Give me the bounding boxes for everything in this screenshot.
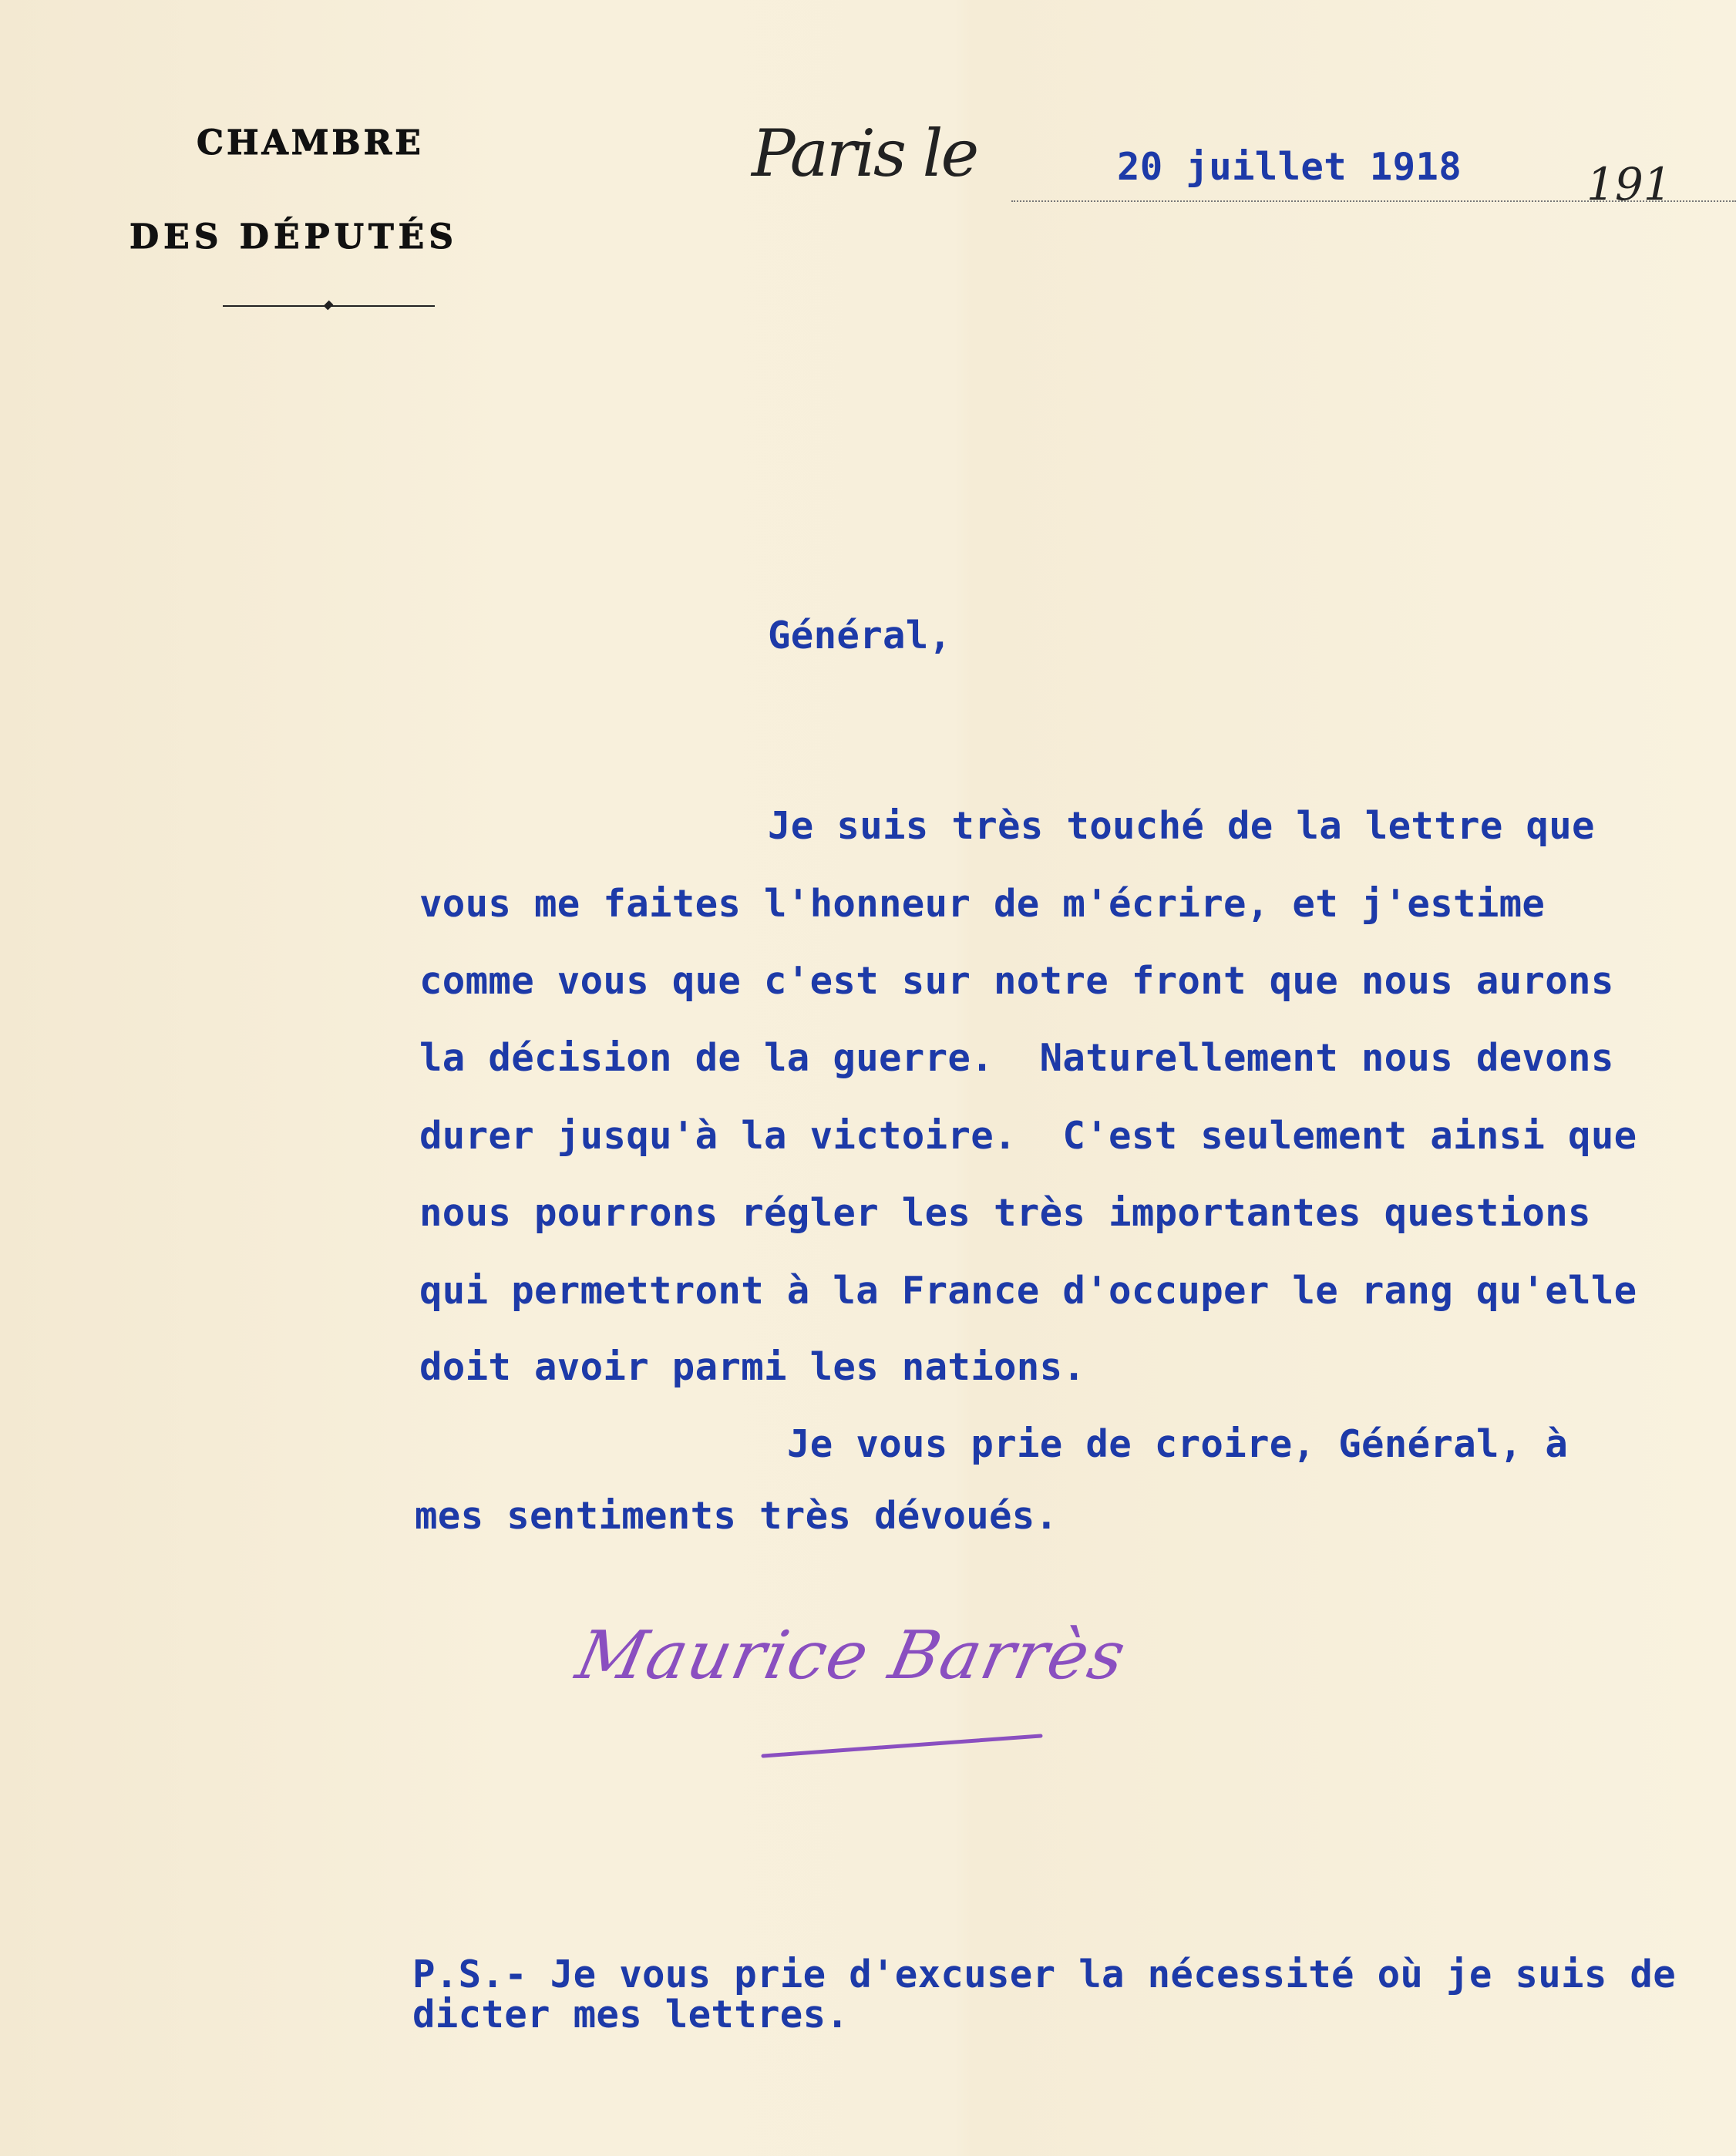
postscript-line: dicter mes lettres. xyxy=(412,1993,849,2037)
body-line: Je suis très touché de la lettre que xyxy=(768,804,1595,848)
body-line: nous pourrons régler les très importantes questions xyxy=(419,1191,1591,1235)
dateline-year-prefix: 191 xyxy=(1586,158,1672,210)
body-line: durer jusqu'à la victoire. C'est seulement ainsi que xyxy=(419,1114,1637,1158)
letterhead-rule-ornament xyxy=(324,301,334,311)
body-line: comme vous que c'est sur notre front que nous aurons xyxy=(419,959,1614,1003)
body-line: qui permettront à la France d'occuper le rang qu'elle xyxy=(419,1269,1637,1313)
handwritten-signature: Maurice Barrès xyxy=(570,1617,1134,1694)
letterhead-chambre: CHAMBRE xyxy=(197,123,424,163)
postscript-line: P.S.- Je vous prie d'excuser la nécessité où je suis de xyxy=(412,1953,1677,1996)
body-line: doit avoir parmi les nations. xyxy=(419,1345,1086,1389)
body-line: la décision de la guerre. Naturellement nous devons xyxy=(419,1036,1614,1080)
dateline-place: Paris le xyxy=(752,116,977,191)
signature-underline xyxy=(570,1611,1264,1765)
body-line: vous me faites l'honneur de m'écrire, et j'estime xyxy=(419,882,1546,926)
date-typed: 20 juillet 1918 xyxy=(1117,145,1462,189)
closing-line: Je vous prie de croire, Général, à xyxy=(787,1422,1569,1466)
closing-line: mes sentiments très dévoués. xyxy=(415,1494,1058,1538)
letterhead-deputes: DES DÉPUTÉS xyxy=(130,217,458,257)
salutation: Général, xyxy=(768,614,952,658)
